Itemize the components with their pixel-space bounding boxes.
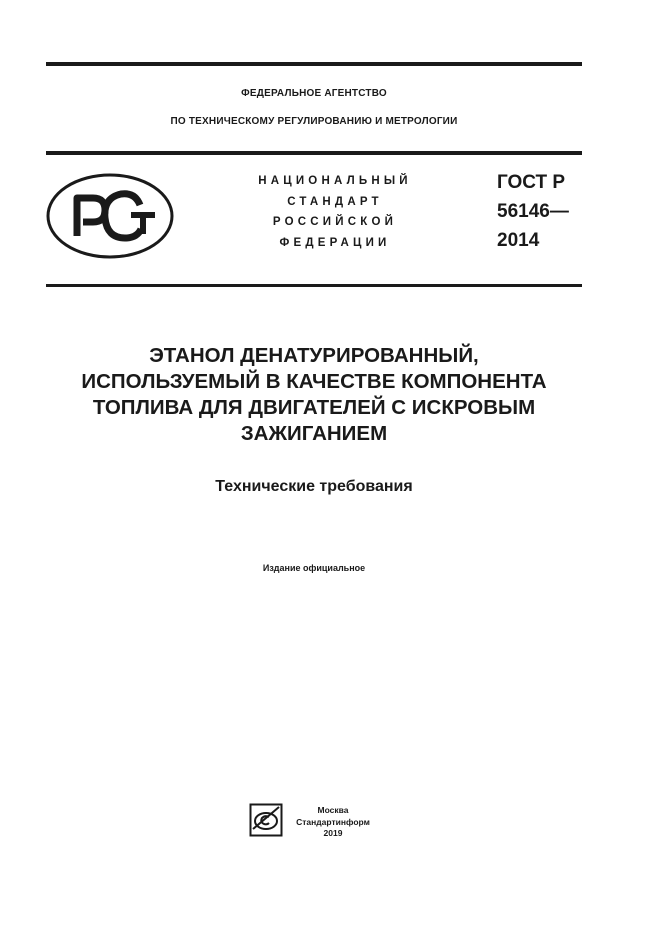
- publisher-info: [290, 805, 376, 840]
- designation-line2: 56146—: [497, 201, 569, 222]
- standartinform-logo-icon: [249, 803, 283, 837]
- header-divider: [46, 151, 582, 155]
- designation-line1: ГОСТ Р: [497, 172, 566, 193]
- title-divider: [46, 284, 582, 287]
- document-title: [46, 343, 582, 447]
- gost-r-emblem-icon: [45, 172, 175, 260]
- standard-type: [230, 171, 440, 253]
- standard-type-line4: ФЕДЕРАЦИИ: [279, 236, 391, 249]
- standard-type-line2: СТАНДАРТ: [287, 195, 383, 208]
- title-line3: ТОПЛИВА ДЛЯ ДВИГАТЕЛЕЙ С ИСКРОВЫМ: [92, 396, 536, 419]
- title-line2: ИСПОЛЬЗУЕМЫЙ В КАЧЕСТВЕ КОМПОНЕНТА: [81, 370, 547, 393]
- top-divider: [46, 62, 582, 66]
- publication-year: 2019: [323, 828, 343, 838]
- publisher-city: Москва: [317, 805, 349, 815]
- edition-note: Издание официальное: [262, 563, 366, 573]
- standard-type-line3: РОССИЙСКОЙ: [272, 216, 398, 228]
- designation-line3: 2014: [497, 230, 540, 251]
- standard-designation: [497, 168, 569, 255]
- standard-type-line1: НАЦИОНАЛЬНЫЙ: [258, 175, 412, 187]
- title-line1: ЭТАНОЛ ДЕНАТУРИРОВАННЫЙ,: [149, 344, 479, 367]
- publisher-name: Стандартинформ: [296, 816, 370, 827]
- agency-name-line2: ПО ТЕХНИЧЕСКОМУ РЕГУЛИРОВАНИЮ И МЕТРОЛОГИИ: [170, 116, 458, 127]
- agency-name-line1: ФЕДЕРАЛЬНОЕ АГЕНТСТВО: [241, 88, 387, 99]
- document-subtitle: Технические требования: [215, 478, 413, 495]
- title-line4: ЗАЖИГАНИЕМ: [240, 422, 388, 445]
